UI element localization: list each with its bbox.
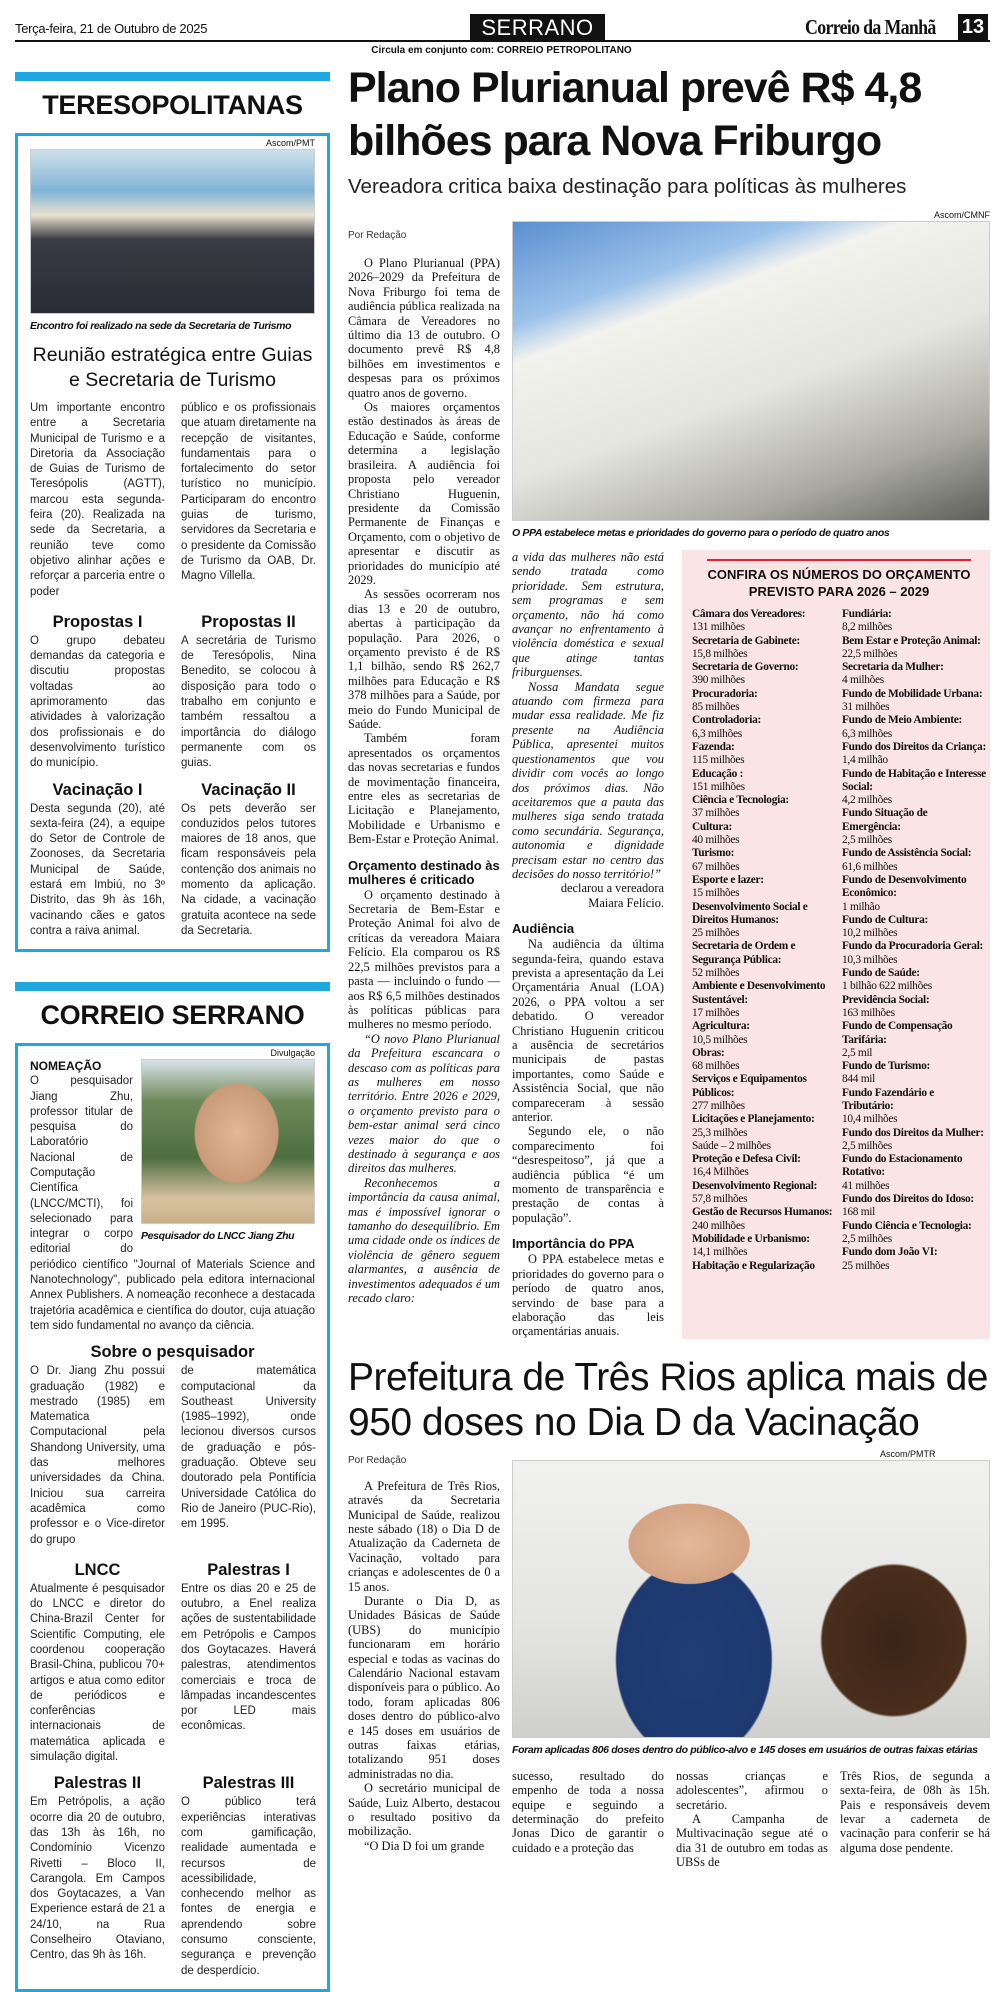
budget-label: Fundo de Mobilidade Urbana: bbox=[842, 687, 983, 700]
article-text: Atualmente é pesquisador do LNCC e diretor do China-Brazil Center for Scientific Computing, ele coordenou cooperação Brasil-China, publicou 70+ artigos e atua como editor de periódicos e conferências internacionais de matemática aplicada e simulação digital. bbox=[30, 1582, 165, 1764]
budget-item bbox=[842, 688, 987, 715]
budget-value: 14,1 milhões bbox=[692, 1246, 748, 1259]
budget-item bbox=[842, 1153, 987, 1193]
issue-date: Terça-feira, 21 de Outubro de 2025 bbox=[15, 21, 208, 36]
article-text: público e os profissionais que atuam diretamente na recepção de visitantes, fundamentais para o fortalecimento do setor turístico no município. Participaram do encontro guias de turismo, servidores da Secretaria e o presidente da Comissão de Turismo da OAB, Dr. Magno Villella. bbox=[181, 402, 316, 583]
teresopolitanas-box bbox=[15, 133, 330, 952]
budget-item bbox=[692, 1113, 837, 1140]
budget-value: 1 milhão bbox=[842, 900, 880, 913]
budget-value: 1,4 milhão bbox=[842, 754, 888, 767]
budget-item bbox=[842, 940, 987, 967]
article-title: Reunião estratégica entre Guias e Secretaria de Turismo bbox=[32, 344, 313, 391]
quote-paragraph: Reconhecemos a importância da causa animal, mas é impossível ignorar o tamanho do desequilíbrio. Em uma cidade onde os índices de violência de gênero seguem alarmantes, a ausência de investimentos adequados é um recado claro: bbox=[348, 1175, 500, 1306]
quote-paragraph: “O novo Plano Plurianual da Prefeitura escancara o descaso com as políticas para as mulheres em nosso território. Entre 2026 e 2029, o orçamento previsto para o bem-estar animal será cinco vezes maior do que o destinado à segurança e aos direitos das mulheres. bbox=[348, 1031, 500, 1176]
paragraph: Os maiores orçamentos estão destinados às áreas de Educação e Saúde, conforme determina a legislação brasileira. A audiência foi proposta pelo vereador Christiano Huguenin, presidente da Comissão Permanente de Finanças e Orçamento, com o objetivo de apresentar e discutir as prioridades do município até 2029. bbox=[348, 400, 500, 587]
budget-label: Secretaria de Gabinete: bbox=[692, 634, 801, 647]
attribution: Maiara Felício. bbox=[588, 895, 664, 910]
budget-label: Fundo de Assistência Social: bbox=[842, 847, 972, 860]
budget-item bbox=[692, 794, 837, 821]
budget-value: 390 milhões bbox=[692, 674, 745, 687]
accent-rule bbox=[707, 559, 971, 561]
budget-label: Secretaria de Governo: bbox=[692, 661, 799, 674]
budget-value: Saúde – 2 milhões bbox=[692, 1139, 771, 1152]
article-text: O pesquisador Jiang Zhu, professor titular de pesquisa do Laboratório Nacional de Computação Científica (LNCC/MCTI), foi selecionado para integrar o corpo editorial do periódico científico "Journal of Materials Science and Nanotechnology", publicado pela editora internacional Annex Publishers. A nomeação reconhece a destacada trajetória acadêmica e científica do doutor, cuja atuação tem sido fundamental no avanço da ciência. bbox=[30, 1075, 315, 1332]
budget-item bbox=[692, 1073, 837, 1113]
budget-item bbox=[692, 608, 837, 635]
budget-item bbox=[842, 1127, 987, 1154]
header-rule bbox=[15, 40, 990, 42]
budget-item bbox=[692, 940, 837, 980]
budget-value: 10,5 milhões bbox=[692, 1033, 748, 1046]
paragraph: Segundo ele, o não comparecimento foi “desrespeitoso”, já que a audiência pública “é um momento de transparência e prestação de contas à população”. bbox=[512, 1124, 664, 1225]
budget-value: 17 milhões bbox=[692, 1006, 740, 1019]
budget-item bbox=[842, 1193, 987, 1220]
budget-column-right bbox=[842, 608, 987, 1273]
budget-item bbox=[692, 847, 837, 874]
photo-credit: Divulgação bbox=[270, 1048, 315, 1059]
paragraph: O secretário municipal de Saúde, Luiz Alberto, destacou o resultado positivo da mobilização. bbox=[348, 1781, 500, 1839]
budget-value: 163 milhões bbox=[842, 1006, 895, 1019]
budget-column-left bbox=[692, 608, 837, 1273]
city-hall-photo bbox=[512, 221, 990, 521]
budget-value: 57,8 milhões bbox=[692, 1193, 748, 1206]
subhead: Propostas II bbox=[201, 612, 296, 631]
budget-value: 25 milhões bbox=[842, 1259, 890, 1272]
budget-label: Ciência e Tecnologia: bbox=[692, 794, 789, 807]
article-text: Entre os dias 20 e 25 de outubro, a Enel realiza ações de sustentabilidade em Petrópolis e Campos dos Goytacazes. Haverá palestras, atendimentos comerciais e troca de lâmpadas incandescentes por LED mais econômicas. bbox=[181, 1582, 316, 1733]
budget-label: Licitações e Planejamento: bbox=[692, 1113, 815, 1126]
budget-label: Fundo do Estacionamento Rotativo: bbox=[842, 1153, 963, 1179]
budget-value: 277 milhões bbox=[692, 1099, 745, 1112]
article-text: de matemática computacional da Southeast University (1985–1992), onde lecionou diversos cursos de graduação e pós-graduação. Obteve seu doutorado pela Pontifícia Universidade Católica do Rio de Janeiro (PUC-Rio), em 1995. bbox=[181, 1365, 316, 1531]
budget-value: 4,2 milhões bbox=[842, 794, 892, 807]
budget-label: Mobilidade e Urbanismo: bbox=[692, 1232, 810, 1245]
budget-label: Fundo de Cultura: bbox=[842, 913, 929, 926]
subhead: Importância do PPA bbox=[512, 1236, 635, 1252]
subhead: Audiência bbox=[512, 921, 575, 937]
budget-item bbox=[692, 741, 837, 768]
subhead: Palestras III bbox=[202, 1774, 295, 1793]
budget-label: Fundo Fazendário e Tributário: bbox=[842, 1086, 935, 1112]
budget-value: 16,4 Milhões bbox=[692, 1166, 749, 1179]
budget-item bbox=[842, 914, 987, 941]
budget-item bbox=[842, 994, 987, 1021]
budget-item bbox=[692, 980, 837, 1020]
budget-title: CONFIRA OS NÚMEROS DO ORÇAMENTO PREVISTO PARA 2026 – 2029 bbox=[707, 567, 971, 599]
budget-label: Desenvolvimento Regional: bbox=[692, 1179, 818, 1192]
budget-item bbox=[842, 1220, 987, 1247]
budget-label: Secretaria de Ordem e Segurança Pública: bbox=[692, 940, 796, 966]
budget-box bbox=[682, 550, 990, 1339]
budget-item bbox=[692, 661, 837, 688]
budget-label: Bem Estar e Proteção Animal: bbox=[842, 634, 981, 647]
masthead-logo: Correio da Manhã bbox=[805, 15, 936, 39]
headline: Plano Plurianual prevê R$ 4,8 bilhões para Nova Friburgo bbox=[348, 64, 922, 165]
budget-label: Gestão de Recursos Humanos: bbox=[692, 1206, 833, 1219]
budget-item bbox=[692, 1206, 837, 1233]
budget-value: 240 milhões bbox=[692, 1219, 745, 1232]
article-column bbox=[348, 256, 500, 1305]
budget-value: 8,2 milhões bbox=[842, 621, 892, 634]
budget-item bbox=[842, 1060, 987, 1087]
paragraph: Três Rios, de segunda a sexta-feira, de 08h às 15h. Pais e responsáveis devem levar a caderneta de vacinação para conferir se há alguma dose pendente. bbox=[840, 1768, 990, 1855]
budget-label: Proteção e Defesa Civil: bbox=[692, 1153, 801, 1166]
budget-label: Fundo de Habitação e Interesse Social: bbox=[842, 767, 986, 793]
budget-value: 844 mil bbox=[842, 1073, 876, 1086]
photo-caption: Encontro foi realizado na sede da Secretaria de Turismo bbox=[30, 320, 292, 332]
paragraph: Também foram apresentados os orçamentos das novas secretarias e fundos de movimentação financeira, entre eles as secretarias de Licitação e Planejamento, Mobilidade e Urbanismo e Bem-Estar e Proteção Animal. bbox=[348, 731, 500, 847]
budget-item bbox=[842, 874, 987, 914]
budget-item bbox=[842, 714, 987, 741]
budget-item bbox=[842, 1020, 987, 1060]
article-text: Um importante encontro entre a Secretaria Municipal de Turismo e a Diretoria da Associação de Guias de Turismo de Teresópolis (AGTT), marcou esta segunda-feira (20). Realizada na sede da Secretaria, a reunião teve como objetivo alinhar ações e reforçar a parceria entre o poder bbox=[30, 402, 165, 598]
main-area bbox=[348, 62, 990, 1870]
article-text: A secretária de Turismo de Teresópolis, Nina Benedito, se colocou à disposição para todo o trabalho em conjunto e também ressaltou a importância do diálogo permanente com os guias. bbox=[181, 634, 316, 770]
budget-value: 2,5 milhões bbox=[842, 1232, 892, 1245]
budget-label: Turismo: bbox=[692, 847, 735, 860]
article-text: O grupo debateu demandas da categoria e discutiu propostas voltadas ao aprimoramento das atividades à valorização dos profissionais e do desenvolvimento turístico do município. bbox=[30, 634, 165, 770]
section-heading: CORREIO SERRANO bbox=[40, 1000, 305, 1031]
quote-paragraph: Nossa Mandata segue atuando com firmeza para mudar essa realidade. Me fiz presente na Audiência Pública, apresentei muitos questionamentos que vou dividir com vocês ao longo dos próximos dias. Não aceitaremos que a pauta das mulheres siga sendo tratada como secundária. Segurança, autonomia e dignidade precisam estar no centro das decisões do nosso território!” bbox=[512, 679, 664, 881]
budget-item bbox=[842, 967, 987, 994]
budget-item bbox=[692, 714, 837, 741]
budget-item bbox=[842, 1087, 987, 1127]
budget-label: Fazenda: bbox=[692, 740, 735, 753]
budget-label: Educação : bbox=[692, 767, 744, 780]
kicker: NOMEAÇÃO bbox=[30, 1059, 102, 1074]
budget-value: 61,6 milhões bbox=[842, 860, 898, 873]
budget-item bbox=[842, 741, 987, 768]
budget-label: Procuradoria: bbox=[692, 687, 758, 700]
paragraph: “O Dia D foi um grande bbox=[364, 1838, 485, 1853]
budget-item bbox=[692, 768, 837, 795]
budget-label: Ambiente e Desenvolvimento Sustentável: bbox=[692, 980, 826, 1006]
article-column bbox=[348, 1479, 500, 1854]
article-column bbox=[676, 1769, 828, 1870]
budget-value: 151 milhões bbox=[692, 780, 745, 793]
budget-label: Controladoria: bbox=[692, 714, 761, 727]
correio-serrano-box bbox=[15, 1043, 330, 1992]
left-column bbox=[15, 72, 330, 1992]
article-text: Os pets deverão ser conduzidos pelos tutores maiores de 18 anos, que ficam responsáveis pela contenção dos animais no momento da aplicação. Na cidade, a vacinação gratuita acontece na sede da Secretaria. bbox=[181, 802, 316, 937]
section-label: SERRANO bbox=[470, 14, 605, 41]
group-photo bbox=[30, 149, 315, 314]
paragraph: nossas crianças e adolescentes”, afirmou o secretário. bbox=[676, 1768, 828, 1812]
subhead: Palestras II bbox=[53, 1774, 142, 1793]
budget-value: 68 milhões bbox=[692, 1060, 740, 1073]
budget-item bbox=[842, 1246, 987, 1273]
budget-label: Fundo Ciência e Tecnologia: bbox=[842, 1219, 972, 1232]
budget-item bbox=[692, 1140, 837, 1153]
section-bar bbox=[15, 982, 330, 991]
budget-item bbox=[842, 661, 987, 688]
budget-item bbox=[692, 821, 837, 848]
budget-item bbox=[842, 768, 987, 808]
budget-item bbox=[692, 901, 837, 941]
budget-item bbox=[692, 688, 837, 715]
budget-value: 168 mil bbox=[842, 1206, 876, 1219]
budget-value: 2,5 milhões bbox=[842, 834, 892, 847]
budget-label: Fundo dos Direitos do Idoso: bbox=[842, 1193, 974, 1206]
subhead: Vacinação I bbox=[52, 780, 143, 799]
article-text: Em Petrópolis, a ação ocorre dia 20 de outubro, das 13h às 16h, no Condomínio Vicenzo Rivetti – Bloco II, Carangola. Em Campos dos Goytacazes, a Van Experience estará de 21 a 24/10, na Rua Conselheiro Otaviano, Centro, das 9h às 16h. bbox=[30, 1796, 165, 1962]
budget-item bbox=[692, 1260, 837, 1273]
budget-value: 2,5 milhões bbox=[842, 1139, 892, 1152]
budget-label: Cultura: bbox=[692, 820, 732, 833]
budget-item bbox=[692, 1233, 837, 1260]
budget-value: 1 bilhão 622 milhões bbox=[842, 980, 932, 993]
photo-credit: Ascom/PMTR bbox=[880, 1448, 936, 1459]
budget-item bbox=[692, 874, 837, 901]
budget-value: 10,4 milhões bbox=[842, 1113, 898, 1126]
budget-value: 41 milhões bbox=[842, 1179, 890, 1192]
budget-label: Fundo dos Direitos da Mulher: bbox=[842, 1126, 984, 1139]
photo-caption: Pesquisador do LNCC Jiang Zhu bbox=[141, 1230, 295, 1243]
budget-value: 52 milhões bbox=[692, 967, 740, 980]
budget-value: 6,3 milhões bbox=[842, 727, 892, 740]
photo-caption: Foram aplicadas 806 doses dentro do público-alvo e 145 doses em usuários de outras faixas etárias bbox=[512, 1743, 978, 1756]
paragraph: O PPA estabelece metas e prioridades do governo para o período de quatro anos, servindo de base para a elaboração das leis orçamentárias anuais. bbox=[512, 1252, 664, 1339]
budget-value: 4 milhões bbox=[842, 674, 884, 687]
section-bar bbox=[15, 72, 330, 81]
budget-label: Fundo da Procuradoria Geral: bbox=[842, 940, 984, 953]
budget-label: Câmara dos Vereadores: bbox=[692, 608, 806, 620]
budget-label: Agricultura: bbox=[692, 1020, 750, 1033]
budget-value: 15 milhões bbox=[692, 887, 740, 900]
budget-value: 10,3 milhões bbox=[842, 953, 898, 966]
subheadline: Vereadora critica baixa destinação para políticas às mulheres bbox=[348, 175, 907, 198]
budget-value: 40 milhões bbox=[692, 834, 740, 847]
section-heading: TERESOPOLITANAS bbox=[42, 90, 303, 120]
article-text: Desta segunda (20), até sexta-feira (24), a equipe do Setor de Controle de Zoonoses, da Secretaria Municipal de Saúde, estará em Imbiú, no 3º Distrito, das 9h às 16h, vacinando cães e gatos contra a raiva animal. bbox=[30, 802, 165, 937]
budget-label: Desenvolvimento Social e Direitos Humanos: bbox=[692, 900, 808, 926]
subhead: Sobre o pesquisador bbox=[90, 1343, 255, 1362]
budget-label: Habitação e Regularização bbox=[692, 1259, 815, 1272]
paragraph: As sessões ocorreram nos dias 13 e 20 de outubro, abertas à participação da população. Para 2026, o orçamento previsto é de R$ 1,1 bilhão, sendo R$ 262,7 milhões para Educação e R$ 378 milhões para a Saúde, por meio do Fundo Municipal de Saúde. bbox=[348, 587, 500, 731]
budget-value: 67 milhões bbox=[692, 860, 740, 873]
budget-label: Esporte e lazer: bbox=[692, 873, 764, 886]
byline: Por Redação bbox=[348, 230, 407, 241]
budget-label: Fundiária: bbox=[842, 608, 892, 620]
budget-value: 6,3 milhões bbox=[692, 727, 742, 740]
headline: Prefeitura de Três Rios aplica mais de 950 doses no Dia D da Vacinação bbox=[348, 1355, 988, 1444]
paragraph: Na audiência da última segunda-feira, quando estava prevista a apresentação da Lei Orçamentária Anual (LOA) 2026, o PPA voltou a ser debatido. O vereador Christiano Huguenin criticou a ausência de secretários municipais de pastas importantes, como Saúde e Assistência Social, que não compareceram à sessão anterior. bbox=[512, 937, 664, 1125]
circulation-note: Circula em conjunto com: CORREIO PETROPOLITANO bbox=[371, 45, 632, 56]
budget-value: 31 milhões bbox=[842, 701, 890, 714]
photo-credit: Ascom/CMNF bbox=[934, 210, 990, 220]
paragraph: O orçamento destinado à Secretaria de Bem-Estar e Proteção Animal foi alvo de críticas da vereadora Maiara Felício. Ela comparou os R$ 22,5 milhões previstos para a pasta — incluindo o fundo — aos R$ 6,5 milhões destinados às políticas públicas para mulheres no mesmo período. bbox=[348, 887, 500, 1032]
byline: Por Redação bbox=[348, 1454, 407, 1466]
budget-value: 37 milhões bbox=[692, 807, 740, 820]
subhead: Vacinação II bbox=[201, 780, 296, 799]
budget-item bbox=[692, 635, 837, 662]
budget-label: Previdência Social: bbox=[842, 993, 930, 1006]
quote-paragraph: a vida das mulheres não está sendo tratada como prioridade. Sem estrutura, sem programas e sem orçamento, não há como avançar no enfrentamento à violência doméstica e sexual que atinge tantas friburguenses. bbox=[512, 550, 664, 680]
article-text: O Dr. Jiang Zhu possui graduação (1982) e mestrado (1985) em Matematica Computacional pela Shandong University, uma das melhores universidades da China. Iniciou sua carreira acadêmica como professor e o Vice-diretor do grupo bbox=[30, 1365, 165, 1546]
subhead: Propostas I bbox=[52, 612, 143, 631]
budget-label: Fundo dom João VI: bbox=[842, 1246, 938, 1259]
budget-value: 25 milhões bbox=[692, 927, 740, 940]
budget-label: Fundo dos Direitos da Criança: bbox=[842, 740, 986, 753]
page-number: 13 bbox=[958, 14, 988, 41]
budget-label: Fundo de Desenvolvimento Econômico: bbox=[842, 873, 967, 900]
paragraph: A Prefeitura de Três Rios, através da Secretaria Municipal de Saúde, realizou neste sábado (18) o Dia D de Atualização da Caderneta de Vacinação, voltado para crianças e adolescentes de 0 a 15 anos. bbox=[348, 1478, 500, 1594]
budget-item bbox=[692, 1047, 837, 1074]
article-column bbox=[512, 1769, 664, 1870]
article-column bbox=[512, 550, 664, 1339]
budget-value: 15,8 milhões bbox=[692, 647, 748, 660]
subhead: LNCC bbox=[74, 1560, 121, 1579]
budget-label: Serviços e Equipamentos Públicos: bbox=[692, 1073, 807, 1099]
budget-value: 22,5 milhões bbox=[842, 647, 898, 660]
budget-value: 25,3 milhões bbox=[692, 1126, 748, 1139]
vaccination-photo bbox=[512, 1460, 990, 1738]
budget-item bbox=[692, 1180, 837, 1207]
paragraph: O Plano Plurianual (PPA) 2026–2029 da Prefeitura de Nova Friburgo foi tema de audiência pública realizada na Câmara de Vereadores no último dia 13 de outubro. O documento prevê R$ 4,8 bilhões em investimentos e despesas para os próximos quatro anos de governo. bbox=[348, 256, 500, 400]
budget-item bbox=[842, 608, 987, 635]
paragraph: Durante o Dia D, as Unidades Básicas de Saúde (UBS) do município funcionaram em horário especial e todas as vacinas do Calendário Nacional estavam disponíveis para o público. Ao todo, foram aplicadas 806 doses dentro do público-alvo e 145 doses em usuários de outras faixas etárias, totalizando 951 doses administradas no dia. bbox=[348, 1593, 500, 1781]
budget-label: Fundo de Compensação Tarifária: bbox=[842, 1020, 953, 1046]
photo-caption: O PPA estabelece metas e prioridades do governo para o período de quatro anos bbox=[512, 527, 890, 539]
budget-item bbox=[842, 807, 987, 847]
subhead: Orçamento destinado às mulheres é criticado bbox=[348, 857, 500, 887]
budget-item bbox=[692, 1020, 837, 1047]
budget-value: 10,2 milhões bbox=[842, 927, 898, 940]
article-text: O público terá experiências interativas com gamificação, realidade aumentada e recursos de acessibilidade, conhecendo melhor as fontes de energia e aprendendo sobre consumo consciente, segurança e prevenção de desperdício. bbox=[181, 1796, 316, 1977]
budget-label: Fundo Situação de Emergência: bbox=[842, 807, 928, 833]
budget-item bbox=[692, 1153, 837, 1180]
researcher-photo bbox=[141, 1059, 315, 1224]
budget-value: 131 milhões bbox=[692, 621, 745, 634]
budget-label: Secretaria da Mulher: bbox=[842, 661, 944, 674]
budget-label: Fundo de Turismo: bbox=[842, 1060, 930, 1073]
budget-value: 2,5 mil bbox=[842, 1046, 873, 1059]
paragraph: sucesso, resultado do empenho de toda a nossa equipe e seguindo a determinação do prefeito Jonas Dico de garantir o cuidado e a proteção das bbox=[512, 1768, 664, 1855]
subhead: Palestras I bbox=[207, 1560, 290, 1579]
photo-credit: Ascom/PMT bbox=[265, 138, 315, 148]
article-column bbox=[840, 1769, 990, 1870]
budget-label: Fundo de Saúde: bbox=[842, 967, 920, 980]
budget-item bbox=[842, 847, 987, 874]
budget-value: 115 milhões bbox=[692, 754, 745, 767]
paragraph: A Campanha de Multivacinação segue até o dia 31 de outubro em todas as UBSs de bbox=[676, 1811, 828, 1870]
attribution: declarou a vereadora bbox=[560, 881, 664, 896]
budget-item bbox=[842, 635, 987, 662]
budget-value: 85 milhões bbox=[692, 701, 740, 714]
budget-label: Fundo de Meio Ambiente: bbox=[842, 714, 962, 727]
budget-label: Obras: bbox=[692, 1046, 725, 1059]
